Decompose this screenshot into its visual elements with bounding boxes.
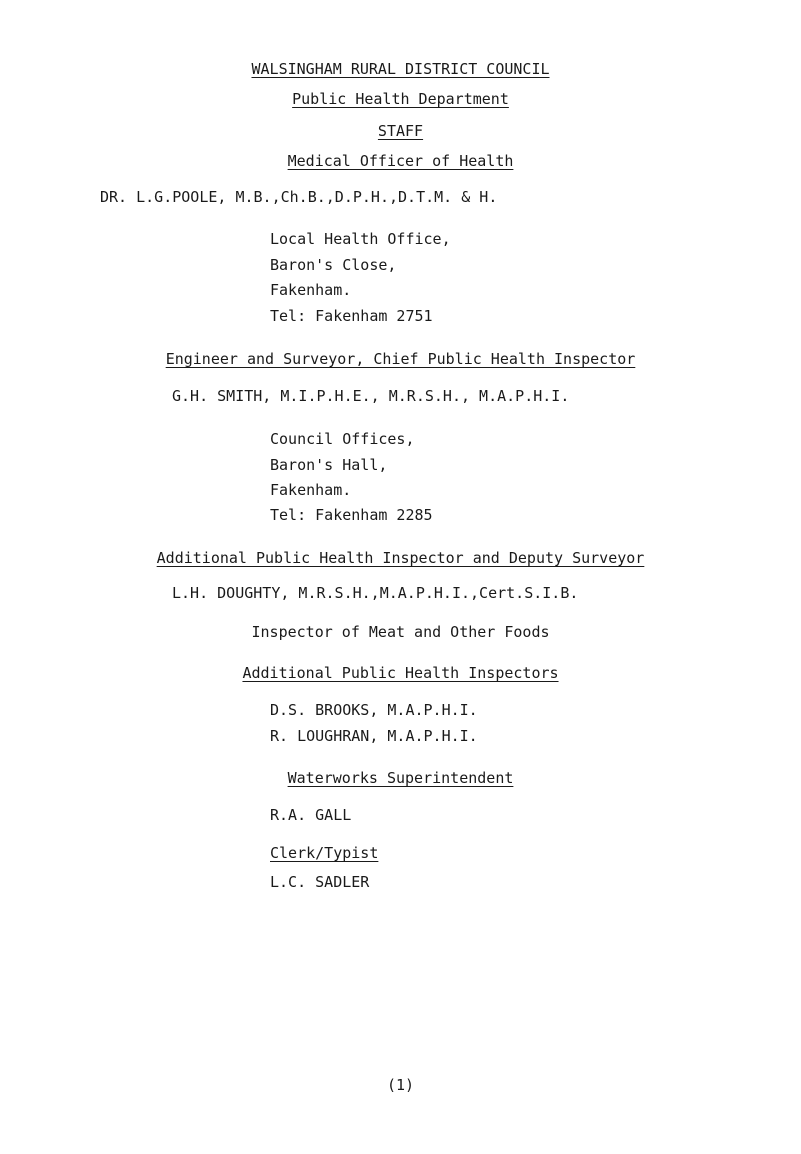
clerk-title: Clerk/Typist — [270, 844, 379, 862]
engineer-address-3: Fakenham. — [270, 481, 352, 499]
inspector-name-1: D.S. BROOKS, M.A.P.H.I. — [270, 701, 478, 719]
engineer-address-2: Baron's Hall, — [270, 456, 388, 474]
moh-name: DR. L.G.POOLE, M.B.,Ch.B.,D.P.H.,D.T.M. & H. — [100, 188, 498, 206]
engineer-title: Engineer and Surveyor, Chief Public Health Inspector — [165, 350, 636, 368]
moh-address-3: Fakenham. — [270, 281, 352, 299]
moh-address-2: Baron's Close, — [270, 256, 397, 274]
moh-telephone: Tel: Fakenham 2751 — [270, 307, 433, 325]
page-number: (1) — [386, 1076, 415, 1094]
additional-inspector-title: Additional Public Health Inspector and Deputy Surveyor — [156, 549, 645, 567]
additional-inspector-role: Inspector of Meat and Other Foods — [251, 623, 550, 641]
staff-heading: STAFF — [377, 122, 424, 140]
department-title: Public Health Department — [292, 90, 509, 108]
engineer-name: G.H. SMITH, M.I.P.H.E., M.R.S.H., M.A.P.H.I. — [172, 387, 570, 405]
council-title: WALSINGHAM RURAL DISTRICT COUNCIL — [251, 60, 550, 78]
additional-inspector-name: L.H. DOUGHTY, M.R.S.H.,M.A.P.H.I.,Cert.S.I.B. — [172, 584, 579, 602]
inspector-name-2: R. LOUGHRAN, M.A.P.H.I. — [270, 727, 478, 745]
moh-address-1: Local Health Office, — [270, 230, 451, 248]
clerk-name: L.C. SADLER — [270, 873, 370, 891]
inspectors-title: Additional Public Health Inspectors — [242, 664, 559, 682]
engineer-telephone: Tel: Fakenham 2285 — [270, 506, 433, 524]
waterworks-name: R.A. GALL — [270, 806, 352, 824]
moh-title: Medical Officer of Health — [287, 152, 514, 170]
engineer-address-1: Council Offices, — [270, 430, 415, 448]
waterworks-title: Waterworks Superintendent — [287, 769, 514, 787]
